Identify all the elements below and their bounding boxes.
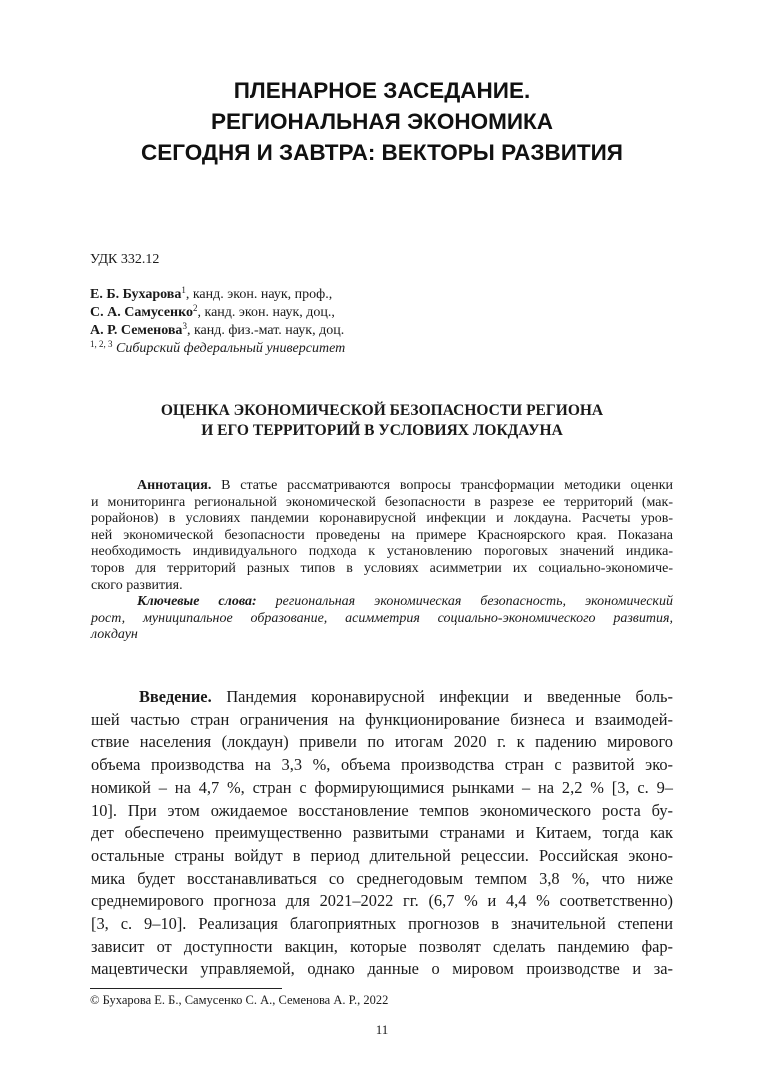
author-degree: , канд. экон. наук, доц., (197, 305, 335, 320)
page-number: 11 (375, 1022, 389, 1037)
author-affiliation-mark: 2 (192, 303, 198, 313)
keywords-text: региональная экономическая безопасность, экономический (256, 594, 673, 610)
body-line: дет обеспечено преимущественно развитыми странами и Китаем, тогда как (91, 823, 673, 843)
abstract-line: рорайонов) в условиях пандемии коронавирусной инфекции и локдауна. Расчеты уров- (91, 511, 673, 527)
article-title (60, 401, 704, 441)
section-title-line: ПЛЕНАРНОЕ ЗАСЕДАНИЕ. (233, 78, 531, 103)
author-degree: , канд. физ.-мат. наук, доц. (186, 323, 345, 338)
author-affiliation-mark: 3 (182, 321, 187, 331)
section-title-line: СЕГОДНЯ И ЗАВТРА: ВЕКТОРЫ РАЗВИТИЯ (141, 140, 623, 165)
author-name: Е. Б. Бухарова (90, 287, 182, 302)
keywords-line: локдаун (91, 627, 138, 643)
affiliation-row (90, 340, 690, 358)
author-row (90, 304, 690, 322)
body-line: 10]. При этом ожидаемое восстановление темпов экономического роста бу- (91, 800, 673, 820)
article-title-line: И ЕГО ТЕРРИТОРИЙ В УСЛОВИЯХ ЛОКДАУНА (201, 422, 563, 439)
article-title-line: ОЦЕНКА ЭКОНОМИЧЕСКОЙ БЕЗОПАСНОСТИ РЕГИОНА (160, 402, 604, 419)
body-line: [3, с. 9–10]. Реализация благоприятных прогнозов в значительной степени (91, 914, 673, 934)
abstract-line: и мониторинга региональной экономической безопасности в разрезе ее территорий (мак- (91, 494, 673, 510)
body-line: остальные страны войдут в период длительной рецессии. Российская эконо- (91, 845, 673, 865)
body-text: Пандемия коронавирусной инфекции и введенные боль- (211, 687, 673, 706)
abstract-line (91, 478, 673, 495)
abstract-text: В статье рассматриваются вопросы трансформации методики оценки (211, 478, 673, 493)
body-line: ствие населения (локдаун) привели по итогам 2020 г. к падению мирового (91, 732, 673, 752)
body-line: среднемирового прогноза для 2021–2022 гг. (6,7 % и 4,4 % соответственно) (91, 891, 673, 911)
body-line: объема производства на 3,3 %, объема производства стран с развитой эко- (91, 755, 673, 775)
introduction-body (91, 686, 673, 981)
introduction-label: Введение. (139, 687, 212, 706)
author-name: С. А. Самусенко (90, 305, 193, 320)
footnote-divider (90, 988, 282, 989)
body-line: шей частью стран ограничения на функционирование бизнеса и взаимодей- (91, 709, 673, 729)
author-affiliation-mark: 1 (181, 285, 186, 295)
keywords-line: рост, муниципальное образование, асимметрия социально-экономического развития, (91, 610, 673, 626)
section-title-line: РЕГИОНАЛЬНАЯ ЭКОНОМИКА (211, 109, 553, 134)
affiliation-marks: 1, 2, 3 (90, 339, 113, 349)
keywords-line (91, 594, 673, 611)
affiliation-text: Сибирский федеральный университет (112, 341, 346, 356)
author-row (90, 322, 690, 340)
copyright-footnote: © Бухарова Е. Б., Самусенко С. А., Семенова А. Р., 2022 (90, 993, 389, 1007)
body-line: зависит от доступности вакцин, которые позволят сделать пандемию фар- (91, 936, 673, 956)
abstract-block (91, 478, 673, 644)
body-line (91, 686, 673, 709)
abstract-line: ского развития. (91, 577, 183, 593)
abstract-line: необходимость индивидуального подхода к установлению пороговых значений индика- (91, 544, 673, 560)
author-name: А. Р. Семенова (90, 323, 183, 338)
section-title (60, 75, 704, 168)
udk-code: УДК 332.12 (90, 252, 160, 267)
keywords-label: Ключевые слова: (137, 594, 257, 610)
body-line: номикой – на 4,7 %, стран с формирующимися рынками – на 2,2 % [3, с. 9– (91, 777, 673, 797)
abstract-label: Аннотация. (137, 478, 212, 493)
body-line: мацевтически управляемой, однако данные о мировом производстве и за- (91, 959, 673, 979)
abstract-line: торов для территорий разных типов в условиях асимметрии их социально-экономиче- (91, 560, 673, 576)
abstract-line: ней экономической безопасности проведены на примере Красноярского края. Показана (91, 527, 673, 543)
author-row (90, 286, 690, 304)
author-degree: , канд. экон. наук, проф., (185, 287, 333, 302)
body-line: мика будет восстанавливаться со среднегодовым темпом 3,8 %, что ниже (91, 868, 673, 888)
author-block (90, 286, 690, 358)
